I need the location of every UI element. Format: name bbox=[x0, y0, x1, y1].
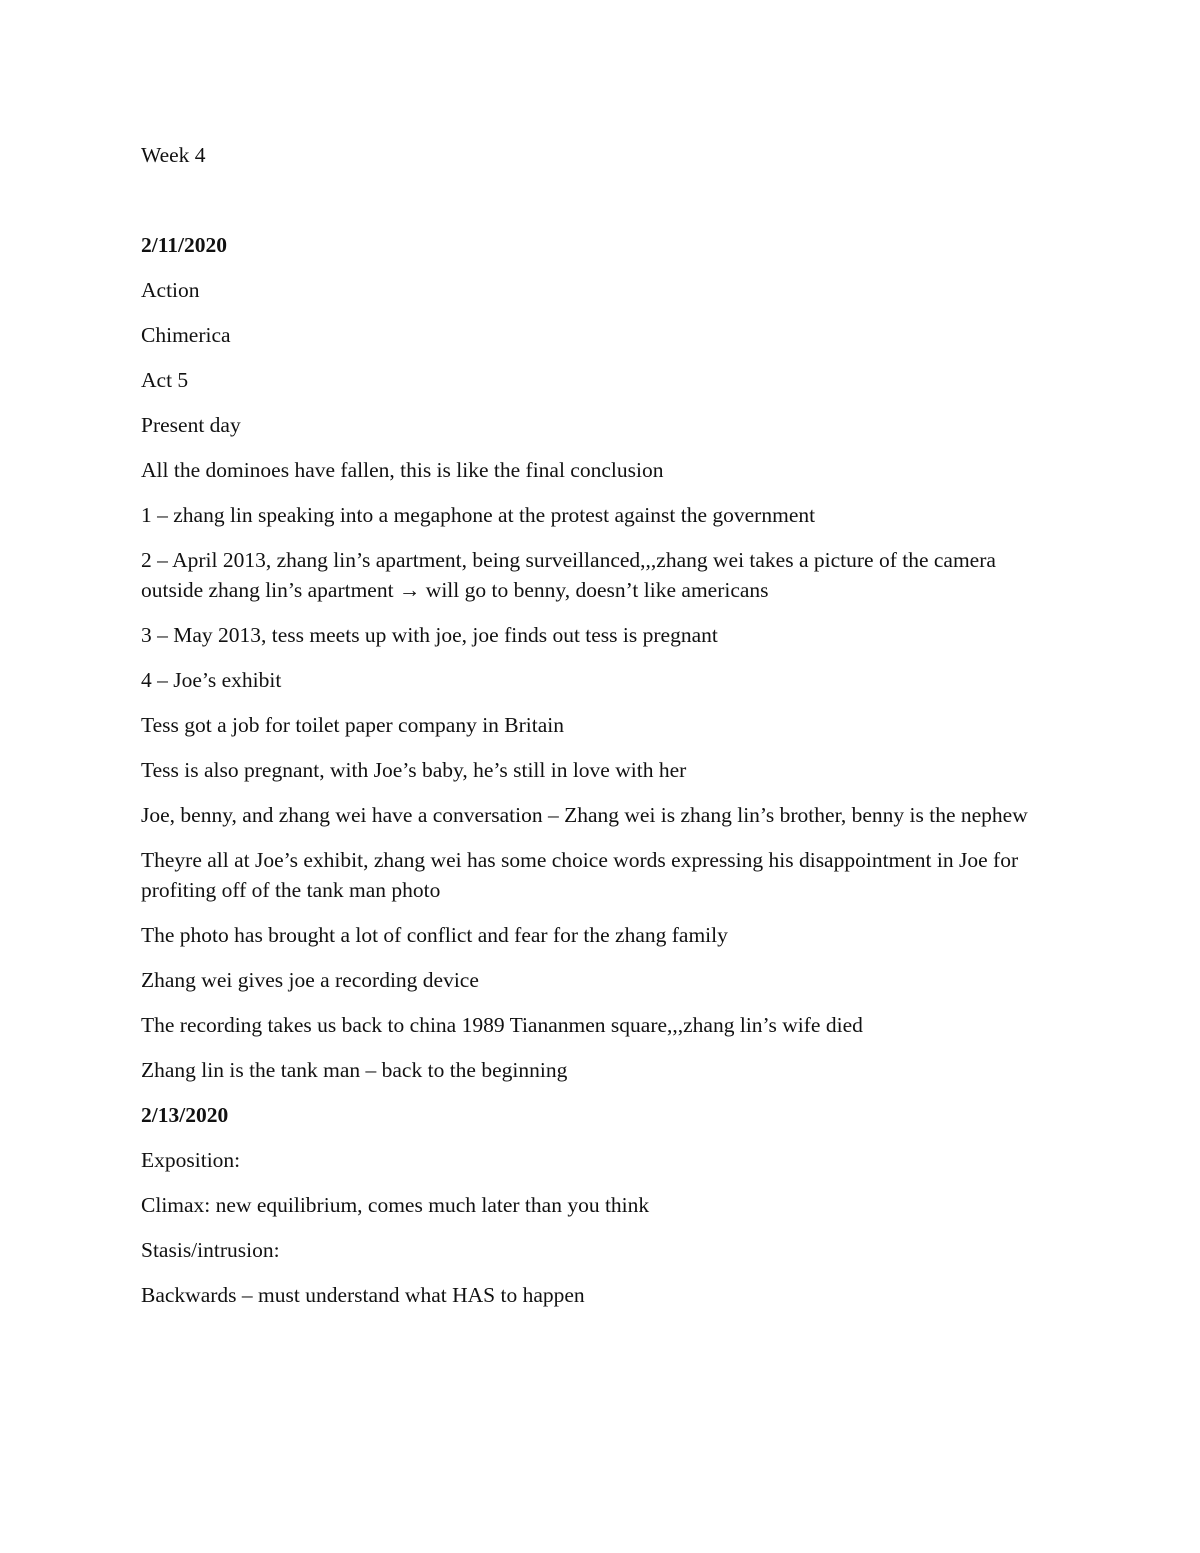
note-paragraph: The recording takes us back to china 1989 Tiananmen square,,,zhang lin’s wife died bbox=[141, 1013, 863, 1037]
note-paragraph: 3 – May 2013, tess meets up with joe, joe finds out tess is pregnant bbox=[141, 623, 718, 647]
note-paragraph: Stasis/intrusion: bbox=[141, 1238, 280, 1262]
note-paragraph: Action bbox=[141, 278, 200, 302]
note-paragraph: Tess is also pregnant, with Joe’s baby, he’s still in love with her bbox=[141, 758, 687, 782]
note-paragraph: 1 – zhang lin speaking into a megaphone at the protest against the government bbox=[141, 503, 816, 527]
note-paragraph: The photo has brought a lot of conflict and fear for the zhang family bbox=[141, 923, 728, 947]
note-paragraph: Exposition: bbox=[141, 1148, 241, 1172]
note-paragraph: Zhang wei gives joe a recording device bbox=[141, 968, 479, 992]
note-paragraph: Joe, benny, and zhang wei have a conversation – Zhang wei is zhang lin’s brother, benny is the nephew bbox=[141, 803, 1028, 827]
note-paragraph: Theyre all at Joe’s exhibit, zhang wei has some choice words expressing his disappointment in Joe for profiting off of the tank man photo bbox=[141, 848, 1019, 902]
document-title: Week 4 bbox=[141, 143, 206, 167]
note-paragraph: Backwards – must understand what HAS to happen bbox=[141, 1283, 585, 1307]
note-paragraph: All the dominoes have fallen, this is like the final conclusion bbox=[141, 458, 664, 482]
note-paragraph: Zhang lin is the tank man – back to the beginning bbox=[141, 1058, 568, 1082]
note-paragraph: 2 – April 2013, zhang lin’s apartment, being surveillanced,,,zhang wei takes a picture of the camera outside zhang lin’s apartment → will go to benny, doesn’t like americans bbox=[141, 548, 996, 602]
document-body bbox=[141, 140, 1061, 1325]
note-paragraph: Act 5 bbox=[141, 368, 189, 392]
note-paragraph: Present day bbox=[141, 413, 241, 437]
note-paragraph: Tess got a job for toilet paper company in Britain bbox=[141, 713, 565, 737]
date-heading: 2/11/2020 bbox=[141, 233, 228, 257]
paragraph-list bbox=[141, 230, 1061, 1310]
note-paragraph: Chimerica bbox=[141, 323, 231, 347]
date-heading: 2/13/2020 bbox=[141, 1103, 229, 1127]
note-paragraph: 4 – Joe’s exhibit bbox=[141, 668, 282, 692]
note-paragraph: Climax: new equilibrium, comes much later than you think bbox=[141, 1193, 650, 1217]
